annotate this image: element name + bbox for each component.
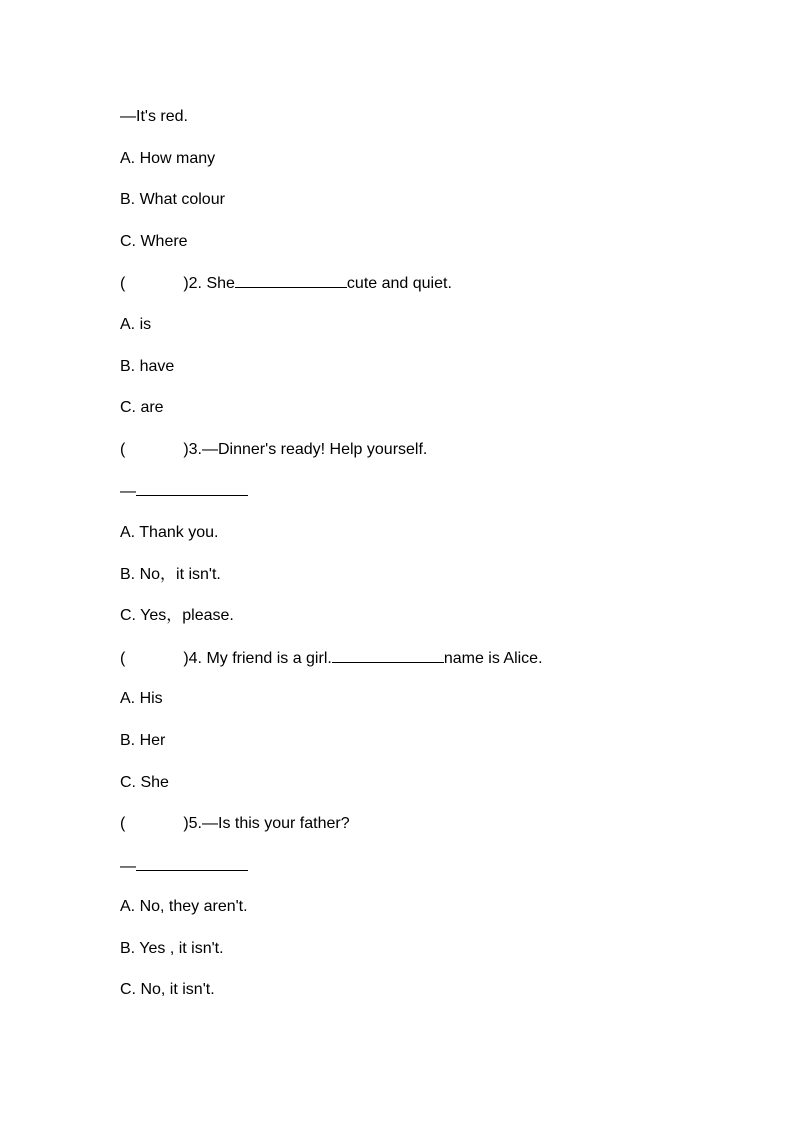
paren-open: ( [120, 815, 126, 833]
option-a [120, 148, 740, 190]
response-line [120, 480, 740, 522]
question-text: 5.—Is this your father? [188, 815, 350, 833]
answer-line [120, 106, 740, 148]
question-text-after: name is Alice. [443, 649, 543, 667]
question-4 [120, 647, 740, 689]
line-text: A. His [120, 690, 163, 708]
option-c [120, 772, 740, 814]
dash: — [120, 483, 136, 501]
response-line [120, 855, 740, 897]
option-b [120, 356, 740, 398]
option-c [120, 605, 740, 647]
paren-open: ( [120, 275, 126, 293]
paren-close: ) [183, 440, 189, 458]
option-b [120, 189, 740, 231]
option-b [120, 938, 740, 980]
option-a [120, 688, 740, 730]
option-a [120, 522, 740, 564]
line-text: A. is [120, 315, 152, 333]
line-text: C. No, it isn't. [120, 981, 215, 999]
question-text: 2. She [188, 275, 235, 293]
question-text-after: cute and quiet. [346, 275, 452, 293]
option-b [120, 730, 740, 772]
question-text: 3.—Dinner's ready! Help yourself. [188, 440, 428, 458]
line-text: C. She [120, 773, 169, 791]
paren-close: ) [183, 649, 189, 667]
question-text: 4. My friend is a girl. [188, 649, 332, 667]
line-text: A. Thank you. [120, 523, 219, 541]
paren-close: ) [183, 815, 189, 833]
question-5 [120, 813, 740, 855]
line-text: B. What colour [120, 191, 225, 209]
line-text: B. Her [120, 731, 166, 749]
line-text: —It's red. [120, 108, 188, 125]
option-c [120, 231, 740, 273]
paren-close: ) [183, 275, 189, 293]
line-text: A. No, they aren't. [120, 898, 248, 916]
line-text: A. How many [120, 149, 216, 167]
question-3 [120, 439, 740, 481]
line-text: C. Yes，please. [120, 607, 234, 625]
option-c [120, 979, 740, 1021]
option-b [120, 564, 740, 606]
option-a [120, 896, 740, 938]
fill-blank[interactable] [332, 647, 444, 663]
line-text: C. Where [120, 232, 188, 250]
paren-open: ( [120, 649, 126, 667]
worksheet-page [120, 106, 740, 1021]
option-c [120, 397, 740, 439]
question-2 [120, 272, 740, 314]
line-text: B. Yes , it isn't. [120, 939, 224, 957]
option-a [120, 314, 740, 356]
line-text: B. No，it isn't. [120, 565, 221, 583]
paren-open: ( [120, 440, 126, 458]
fill-blank[interactable] [235, 272, 347, 288]
fill-blank[interactable] [136, 480, 248, 496]
line-text: B. have [120, 357, 175, 375]
dash: — [120, 857, 136, 875]
line-text: C. are [120, 399, 164, 417]
fill-blank[interactable] [136, 855, 248, 871]
